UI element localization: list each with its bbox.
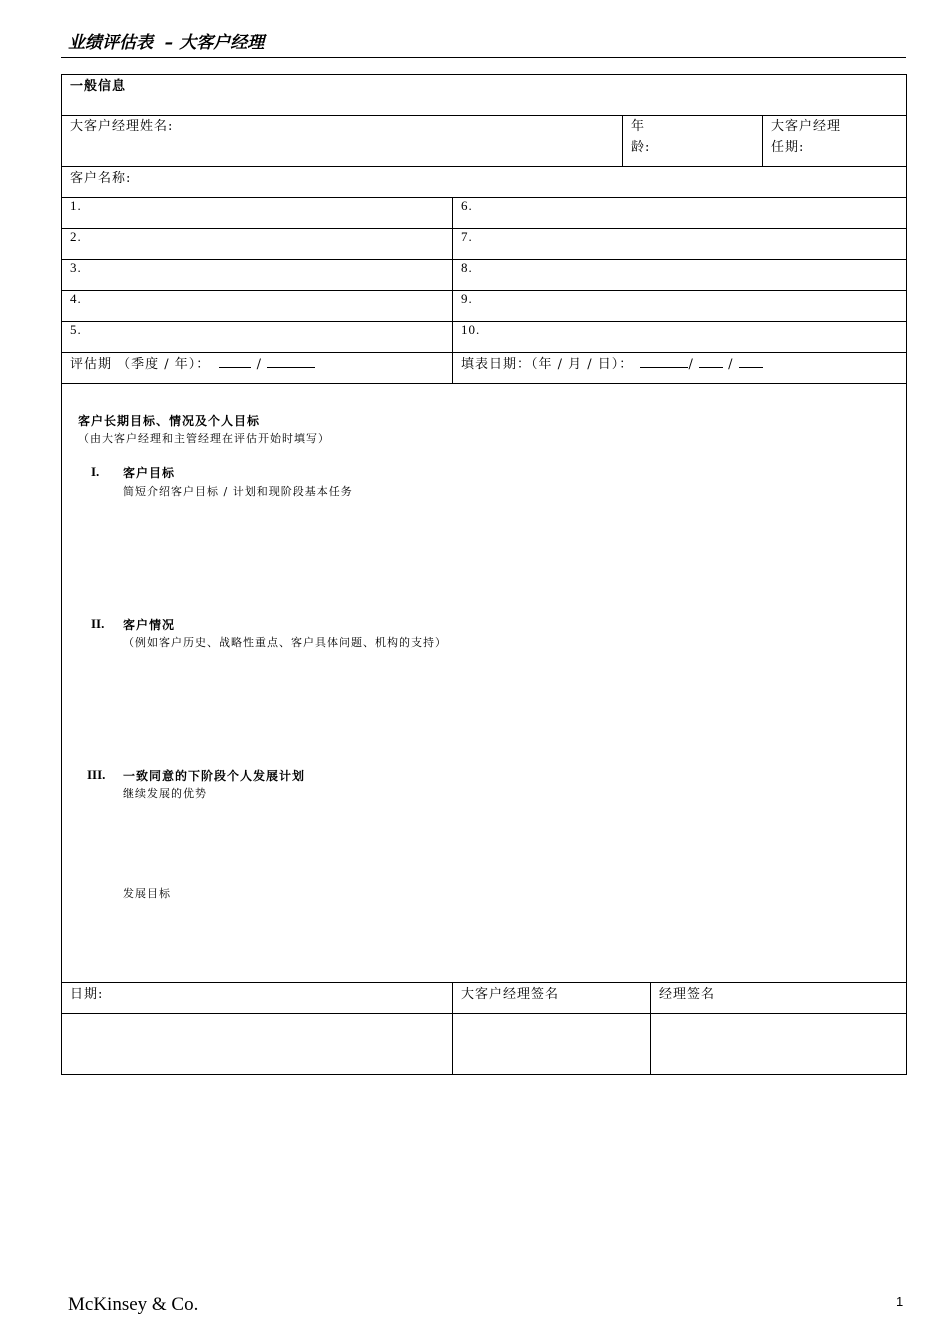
evaluation-period-label: 评估期 （季度 / 年）： xyxy=(70,357,211,372)
date-field[interactable] xyxy=(62,1014,453,1075)
goals-section[interactable] xyxy=(62,384,907,983)
goals-note: （由大客户经理和主管经理在评估开始时填写） xyxy=(78,432,330,445)
fill-date-slash-2: / xyxy=(728,357,734,372)
customer-slot-3[interactable]: 3. xyxy=(62,260,453,291)
manager-name-label: 大客户经理姓名: xyxy=(70,119,174,134)
section-3-numeral: III. xyxy=(87,767,106,782)
fill-date-day-blank[interactable] xyxy=(739,356,763,368)
fill-date-field[interactable] xyxy=(453,353,907,384)
customer-name-label: 客户名称: xyxy=(62,167,907,198)
fill-date-month-blank[interactable] xyxy=(699,356,723,368)
period-quarter-blank[interactable] xyxy=(219,356,251,368)
fill-date-slash-1: / xyxy=(688,357,694,372)
age-field[interactable] xyxy=(623,116,763,167)
customer-slot-7[interactable]: 7. xyxy=(453,229,907,260)
evaluation-form xyxy=(61,74,907,1075)
supervisor-signature-label: 经理签名 xyxy=(651,983,907,1014)
date-label: 日期: xyxy=(62,983,453,1014)
section-2-numeral: II. xyxy=(91,616,105,631)
customer-slot-6[interactable]: 6. xyxy=(453,198,907,229)
section-1-title: 客户目标 xyxy=(123,466,176,480)
section-3-title: 一致同意的下阶段个人发展计划 xyxy=(123,769,306,783)
customer-slot-8[interactable]: 8. xyxy=(453,260,907,291)
age-label-line2: 龄: xyxy=(631,140,651,155)
title-underline xyxy=(61,57,906,58)
section-1-desc: 简短介绍客户目标 / 计划和现阶段基本任务 xyxy=(123,485,353,498)
customer-slot-2[interactable]: 2. xyxy=(62,229,453,260)
period-year-blank[interactable] xyxy=(267,356,315,368)
section-1-numeral: I. xyxy=(91,464,100,479)
section-2-desc: （例如客户历史、战略性重点、客户具体问题、机构的支持） xyxy=(123,636,447,649)
supervisor-signature-field[interactable] xyxy=(651,1014,907,1075)
fill-date-label: 填表日期：（年 / 月 / 日）： xyxy=(461,357,634,372)
age-label-line1: 年 xyxy=(631,119,646,134)
customer-slot-10[interactable]: 10. xyxy=(453,322,907,353)
tenure-label-line2: 任期: xyxy=(771,140,805,155)
manager-name-field[interactable] xyxy=(62,116,623,167)
tenure-field[interactable] xyxy=(763,116,907,167)
manager-signature-label: 大客户经理签名 xyxy=(453,983,651,1014)
evaluation-period-field[interactable] xyxy=(62,353,453,384)
general-info-heading: 一般信息 xyxy=(62,75,907,116)
customer-slot-1[interactable]: 1. xyxy=(62,198,453,229)
goals-title: 客户长期目标、情况及个人目标 xyxy=(78,414,261,428)
page-title: 业绩评估表 – 大客户经理 xyxy=(68,33,265,53)
manager-signature-field[interactable] xyxy=(453,1014,651,1075)
fill-date-year-blank[interactable] xyxy=(640,356,688,368)
customer-slot-9[interactable]: 9. xyxy=(453,291,907,322)
customer-slot-4[interactable]: 4. xyxy=(62,291,453,322)
section-3-desc: 继续发展的优势 xyxy=(123,787,207,800)
footer-brand: McKinsey & Co. xyxy=(68,1294,199,1315)
page-number: 1 xyxy=(896,1294,904,1309)
section-3-desc2: 发展目标 xyxy=(123,887,171,900)
customer-slot-5[interactable]: 5. xyxy=(62,322,453,353)
period-slash: / xyxy=(256,357,262,372)
tenure-label-line1: 大客户经理 xyxy=(771,119,842,134)
section-2-title: 客户情况 xyxy=(123,618,176,632)
